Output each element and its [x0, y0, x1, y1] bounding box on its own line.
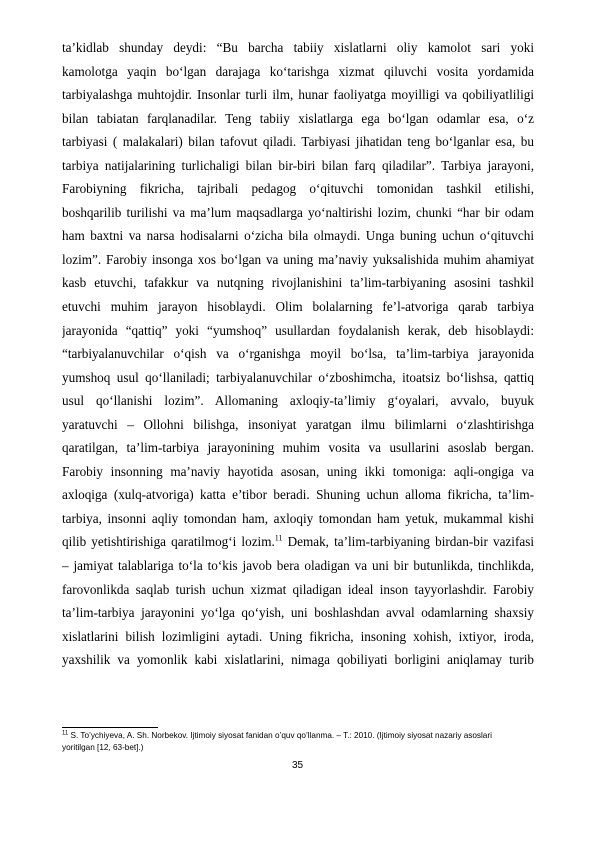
- body-text: [62, 36, 534, 672]
- text-line: kasb etuvchi, tafakkur va nutqning rivojlanishini ta’lim-tarbiyaning asosini tashkil: [62, 275, 534, 291]
- page-number: 35: [291, 760, 304, 771]
- text-line-with-footnote-ref: [62, 530, 534, 554]
- footnote: [62, 730, 534, 754]
- text-line: – jamiyat talablariga to‘la to‘kis javob bera oladigan va uni bir butunlikda, tinchlikda,: [62, 558, 534, 574]
- text-line: xislatlarini bilish lozimligini aytadi. Uning fikricha, insoning xohish, ixtiyor, iroda,: [62, 628, 534, 644]
- text-line: Farobiyning fikricha, tajribali pedagog o‘qituvchi tomonidan tashkil etilishi,: [62, 181, 534, 197]
- footnote-separator: [62, 727, 158, 728]
- text-line: tarbiya natijalarining turlichaligi bilan bir-biri bilan farq qiladilar”. Tarbiya jarayoni,: [62, 157, 534, 173]
- text-line: yumshoq usul qo‘llaniladi; tarbiyalanuvchilar o‘zboshimcha, itoatsiz bo‘lishsa, qattiq: [62, 369, 534, 385]
- text-line: yaxshilik va yomonlik kabi xislatlarini, nimaga qobiliyati borligini aniqlamay turib: [62, 652, 534, 668]
- text-line: tarbiyalashga muhtojdir. Insonlar turli ilm, hunar faoliyatga moyilligi va qobiliyatliligi: [62, 87, 534, 103]
- text-line: farovonlikda saqlab turish uchun xizmat qiladigan ideal inson tayyorlashdir. Farobiy: [62, 581, 534, 597]
- footnote-number: 11: [62, 730, 69, 737]
- text-line: Farobiy insonning ma’naviy hayotida asosan, uning ikki tomoniga: aqli-ongiga va: [62, 463, 534, 479]
- footnote-text: S. To’ychiyeva, A. Sh. Norbekov. Ijtimoiy siyosat fanidan o’quv qo’llanma. – T.: 2010. (Ijtimoiy siyosat nazariy asoslari: [68, 731, 492, 740]
- text-line: jarayonida “qattiq” yoki “yumshoq” usullardan foydalanish kerak, deb hisoblaydi:: [62, 322, 534, 338]
- text-line: “tarbiyalanuvchilar o‘qish va o‘rganishga moyil bo‘lsa, ta’lim-tarbiya jarayonida: [62, 346, 534, 362]
- text-line: bilan tabiatan farqlanadilar. Teng tabiiy xislatlarga ega bo‘lgan odamlar esa, o‘z: [62, 110, 534, 126]
- text-segment: qilib yetishtirishiga qaratilmog‘i lozim.: [62, 534, 275, 550]
- text-line: tarbiya, insonni aqliy tomondan ham, axloqiy tomondan ham yetuk, mukammal kishi: [62, 510, 534, 526]
- text-line: boshqarilib turilishi va ma’lum maqsadlarga yo‘naltirishi lozim, chunki “har bir odam: [62, 204, 534, 220]
- footnote-line: [62, 730, 534, 742]
- footnote-line: yoritilgan [12, 63-bet].): [62, 743, 144, 752]
- text-segment: Demak, ta’lim-tarbiyaning birdan-bir vazifasi: [282, 534, 534, 550]
- text-line: lozim”. Farobiy insonga xos bo‘lgan va uning ma’naviy yuksalishida muhim ahamiyat: [62, 251, 534, 267]
- text-line: tarbiyasi ( malakalari) bilan tafovut qiladi. Tarbiyasi jihatidan teng bo‘lganlar esa, bu: [62, 134, 534, 150]
- text-line: ta’lim-tarbiya jarayonini yo‘lga qo‘yish, uni boshlashdan avval odamlarning shaxsiy: [62, 605, 534, 621]
- text-line: usul qo‘llanishi lozim”. Allomaning axloqiy-ta’limiy g‘oyalari, avvalo, buyuk: [62, 393, 534, 409]
- text-line: ham baxtni va narsa hodisalarni o‘zicha bila olmaydi. Unga buning uchun o‘qituvchi: [62, 228, 534, 244]
- text-line: qaratilgan, ta’lim-tarbiya jarayonining muhim vosita va usullarini asoslab bergan.: [62, 440, 534, 456]
- text-line: kamolotga yaqin bo‘lgan darajaga ko‘tarishga xizmat qiluvchi vosita yordamida: [62, 63, 534, 79]
- text-line: ta’kidlab shunday deydi: “Bu barcha tabiiy xislatlarni oliy kamolot sari yoki: [62, 40, 534, 55]
- footnote-reference[interactable]: 11: [274, 534, 283, 544]
- text-line: yaratuvchi – Ollohni bilishga, insoniyat yaratgan ilmu bilimlarni o‘zlashtirishga: [62, 416, 534, 432]
- text-line: etuvchi muhim jarayon hisoblaydi. Olim bolalarning fe’l-atvoriga qarab tarbiya: [62, 299, 534, 315]
- text-line: axloqiga (xulq-atvoriga) katta e’tibor beradi. Shuning uchun alloma fikricha, ta’lim-: [62, 487, 534, 503]
